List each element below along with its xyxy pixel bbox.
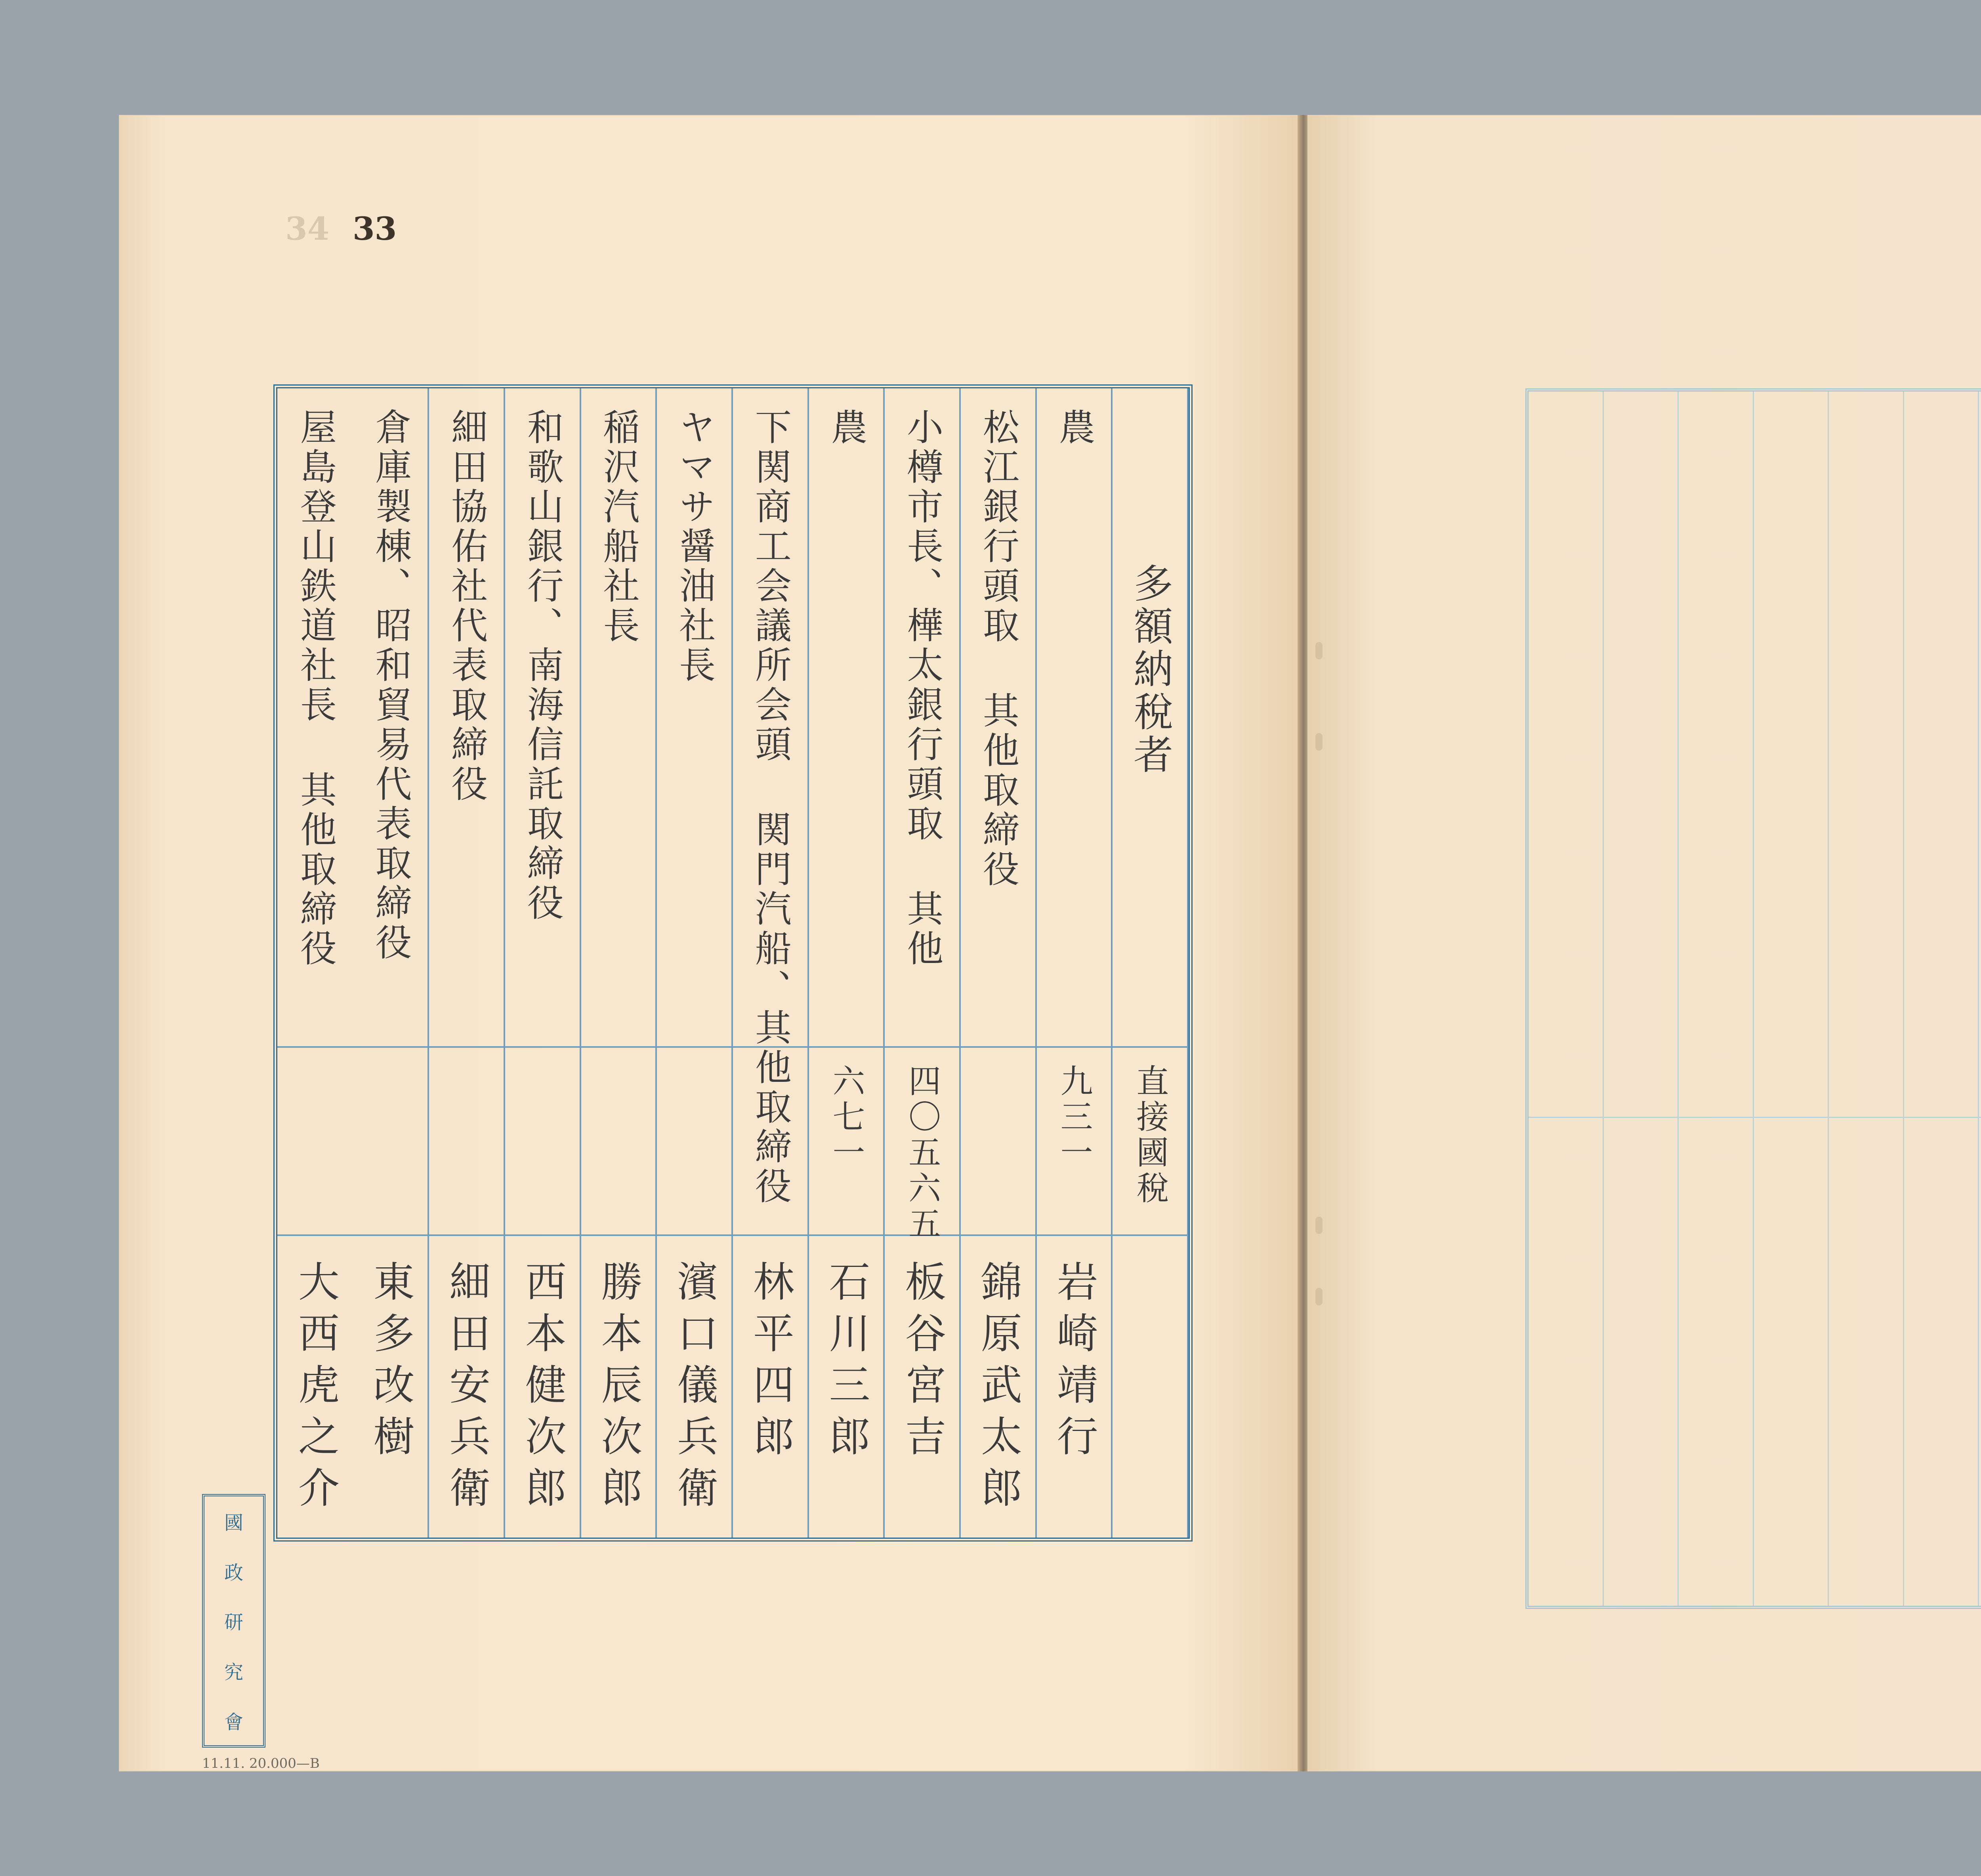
blank-row	[1829, 392, 1904, 1606]
name-cell: 石川三郎	[822, 1260, 870, 1466]
table-row	[353, 388, 429, 1538]
stamp-char: 會	[224, 1711, 243, 1733]
blank-row	[1904, 392, 1979, 1606]
stamp-char: 究	[224, 1661, 243, 1684]
blank-row	[1529, 392, 1604, 1606]
name-cell: 岩崎靖行	[1050, 1260, 1098, 1466]
tax-cell: 六七一	[827, 1064, 865, 1171]
print-code: 11.11. 20.000—B	[202, 1756, 320, 1771]
table-row	[1037, 388, 1113, 1538]
table-row	[657, 388, 733, 1538]
tax-header: 直接國稅	[1131, 1064, 1169, 1207]
table-row	[581, 388, 657, 1538]
blank-row	[1679, 392, 1754, 1606]
left-page	[119, 115, 1300, 1771]
name-cell: 林平四郎	[746, 1260, 794, 1466]
stamp-char: 研	[224, 1611, 243, 1634]
table-row	[809, 388, 885, 1538]
stamp-char: 政	[224, 1561, 243, 1584]
position-cell: 稲沢汽船社長	[597, 408, 640, 646]
open-book	[119, 115, 1981, 1771]
table-row	[277, 388, 353, 1538]
blank-form	[1525, 388, 1981, 1609]
position-cell: 小樽市長、樺太銀行頭取 其他	[901, 408, 944, 969]
binding-hole	[1315, 1217, 1323, 1234]
name-cell: 濱口儀兵衛	[670, 1260, 719, 1518]
stamp-char: 國	[224, 1512, 243, 1534]
name-cell: 錦原武太郎	[973, 1260, 1022, 1518]
tax-cell: 四〇五六五	[903, 1064, 941, 1242]
position-cell: 農	[1053, 408, 1095, 448]
name-cell: 大西虎之介	[291, 1260, 340, 1518]
table-row	[429, 388, 505, 1538]
position-cell: 松江銀行頭取 其他取締役	[977, 408, 1019, 890]
table-row	[733, 388, 809, 1538]
position-cell: ヤマサ醤油社長	[673, 408, 716, 686]
tax-cell: 九三一	[1055, 1064, 1093, 1171]
position-cell: 下関商工会議所会頭 関門汽船、其他取締役	[749, 408, 792, 1207]
page-number: 33	[353, 210, 397, 247]
position-cell: 屋島登山鉄道社長 其他取締役	[294, 408, 337, 969]
table-title: 多額納稅者	[1127, 563, 1174, 777]
name-cell: 西本健次郎	[518, 1260, 567, 1518]
name-cell: 板谷宮吉	[898, 1260, 947, 1466]
position-cell: 倉庫製棟、昭和貿易代表取締役	[369, 408, 412, 963]
blank-row	[1604, 392, 1679, 1606]
binding-hole	[1315, 1288, 1323, 1305]
name-cell: 勝本辰次郎	[594, 1260, 643, 1518]
table-row	[961, 388, 1037, 1538]
binding-hole	[1315, 642, 1323, 659]
right-page	[1307, 115, 1981, 1771]
table-row	[505, 388, 581, 1538]
taxpayer-table	[273, 384, 1193, 1542]
organization-stamp	[202, 1494, 265, 1748]
position-cell: 農	[825, 408, 868, 448]
ghost-page-number: 34	[285, 210, 330, 247]
title-column	[1113, 388, 1189, 1538]
table-row	[885, 388, 961, 1538]
position-cell: 和歌山銀行、南海信託取締役	[521, 408, 564, 923]
position-cell: 細田協佑社代表取締役	[445, 408, 488, 804]
name-cell: 細田安兵衛	[442, 1260, 491, 1518]
blank-row	[1979, 392, 1981, 1606]
binding-hole	[1315, 733, 1323, 751]
name-cell: 東多改樹	[366, 1260, 415, 1466]
blank-row	[1754, 392, 1829, 1606]
